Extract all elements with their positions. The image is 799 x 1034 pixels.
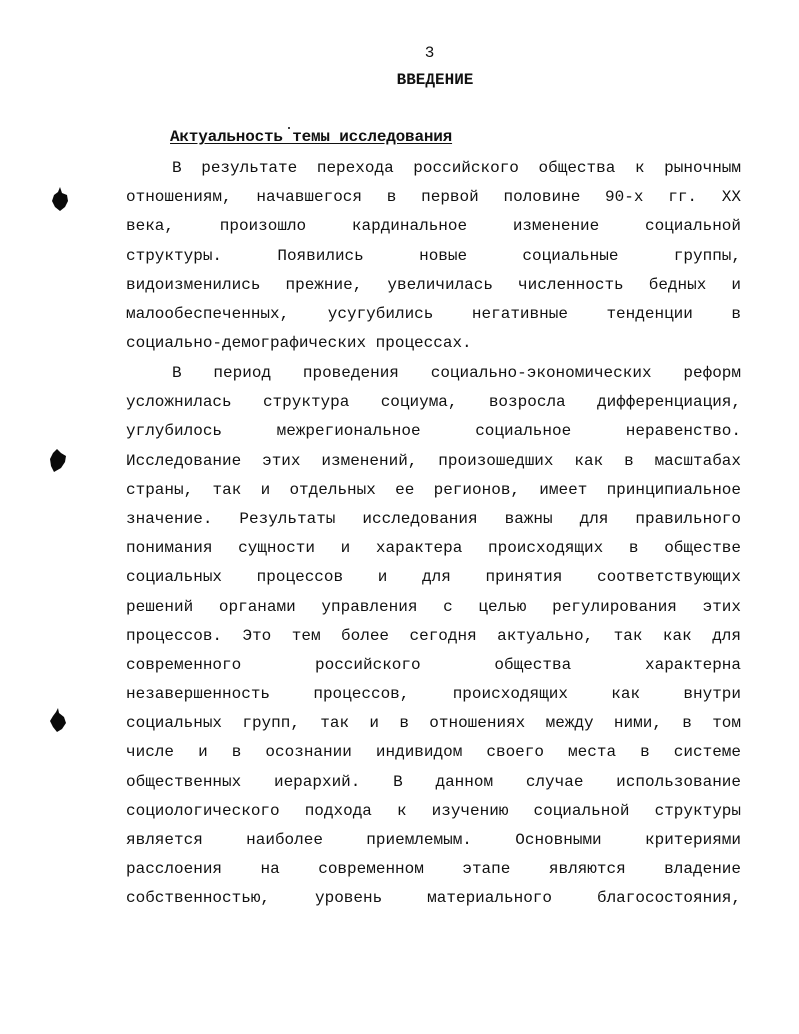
- text-line: является наиболее приемлемым. Основными критериями: [126, 831, 741, 849]
- text-line: века, произошло кардинальное изменение социальной: [126, 217, 741, 236]
- text-line: социальных процессов и для принятия соответствующих: [126, 568, 741, 587]
- section-heading: Актуальность темы исследования: [170, 128, 453, 146]
- text-line: Исследование этих изменений, произошедших как в масштабах: [126, 451, 741, 470]
- text-line: видоизменились прежние, увеличилась численность бедных и: [126, 275, 741, 294]
- text-line: числе и в осознании индивидом своего места в системе: [126, 743, 741, 762]
- text-line: углубилось межрегиональное социальное неравенство.: [126, 422, 741, 441]
- text-line: социологического подхода к изучению социальной структуры: [126, 801, 741, 820]
- text-line: решений органами управления с целью регулирования этих: [126, 597, 741, 616]
- punch-hole-mark: [50, 186, 70, 212]
- text-line: собственностью, уровень материального благосостояния,: [126, 889, 741, 908]
- text-line: В период проведения социально-экономических реформ: [172, 364, 741, 382]
- paragraph-2: [126, 359, 741, 914]
- punch-hole-mark: [48, 707, 68, 733]
- text-line: процессов. Это тем более сегодня актуально, так как для: [126, 626, 741, 645]
- text-line: страны, так и отдельных ее регионов, имеет принципиальное: [126, 480, 741, 499]
- page-number: 3: [424, 44, 435, 62]
- text-line: общественных иерархий. В данном случае использование: [126, 772, 741, 791]
- text-line: социально-демографических процессах.: [126, 334, 472, 353]
- page-title: ВВЕДЕНИЕ: [396, 71, 474, 89]
- text-line: незавершенность процессов, происходящих как внутри: [126, 685, 741, 704]
- text-line: усложнилась структура социума, возросла дифференциация,: [126, 393, 741, 412]
- text-line: понимания сущности и характера происходящих в обществе: [126, 539, 741, 558]
- text-line: современного российского общества характерна: [126, 655, 741, 674]
- text-line: В результате перехода российского общества к рыночным: [172, 159, 741, 177]
- text-line: отношениям, начавшегося в первой половине 90-х гг. XX: [126, 188, 741, 207]
- text-line: значение. Результаты исследования важны для правильного: [126, 509, 741, 528]
- paragraph-1: [126, 154, 741, 358]
- text-line: структуры. Появились новые социальные группы,: [126, 246, 741, 265]
- text-line: социальных групп, так и в отношениях между ними, в том: [126, 714, 741, 733]
- text-line: малообеспеченных, усугубились негативные тенденции в: [126, 304, 741, 323]
- punch-hole-mark: [48, 448, 68, 474]
- text-line: расслоения на современном этапе являются владение: [126, 860, 741, 879]
